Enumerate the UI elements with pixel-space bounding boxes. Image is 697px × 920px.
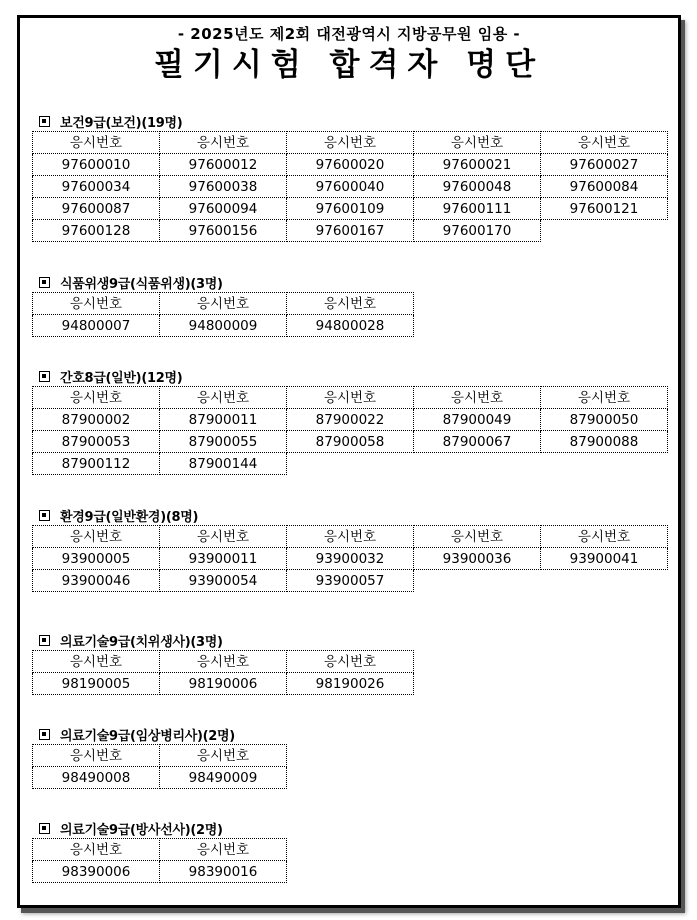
exam-number-cell: 97600128	[33, 220, 160, 242]
exam-number-cell: 97600167	[287, 220, 414, 242]
table-row	[33, 570, 668, 592]
section-1	[32, 111, 668, 242]
column-header: 응시번호	[287, 293, 414, 315]
section-3	[32, 366, 668, 475]
section-heading	[39, 630, 414, 650]
column-header: 응시번호	[287, 651, 414, 673]
square-bullet-icon	[39, 823, 50, 834]
table-row	[33, 861, 287, 883]
empty-cell	[541, 570, 668, 592]
table-row	[33, 154, 668, 176]
table-header-row	[33, 293, 414, 315]
exam-number-cell: 98190026	[287, 673, 414, 695]
document-subtitle: - 2025년도 제2회 대전광역시 지방공무원 임용 -	[177, 25, 521, 43]
column-header: 응시번호	[287, 387, 414, 409]
exam-number-cell: 97600040	[287, 176, 414, 198]
table-row	[33, 431, 668, 453]
exam-number-cell: 98190006	[160, 673, 287, 695]
column-header: 응시번호	[414, 132, 541, 154]
square-bullet-icon	[39, 371, 50, 382]
exam-number-cell: 98190005	[33, 673, 160, 695]
exam-number-cell: 94800007	[33, 315, 160, 337]
candidate-table	[32, 838, 287, 883]
column-header: 응시번호	[541, 526, 668, 548]
column-header: 응시번호	[33, 651, 160, 673]
section-2	[32, 272, 414, 337]
column-header: 응시번호	[33, 745, 160, 767]
square-bullet-icon	[39, 116, 50, 127]
exam-number-cell: 87900022	[287, 409, 414, 431]
column-header: 응시번호	[33, 839, 160, 861]
candidate-table	[32, 292, 414, 337]
column-header: 응시번호	[541, 132, 668, 154]
table-row	[33, 220, 668, 242]
empty-cell	[414, 453, 541, 475]
section-title: 환경9급(일반환경)(8명)	[60, 509, 199, 525]
section-heading	[39, 724, 287, 744]
column-header: 응시번호	[160, 526, 287, 548]
section-heading	[39, 111, 668, 131]
column-header: 응시번호	[414, 387, 541, 409]
table-header-row	[33, 526, 668, 548]
column-header: 응시번호	[33, 526, 160, 548]
exam-number-cell: 87900055	[160, 431, 287, 453]
column-header: 응시번호	[160, 651, 287, 673]
exam-number-cell: 98490009	[160, 767, 287, 789]
exam-number-cell: 93900046	[33, 570, 160, 592]
section-6	[32, 724, 287, 789]
exam-number-cell: 87900011	[160, 409, 287, 431]
exam-number-cell: 97600034	[33, 176, 160, 198]
column-header: 응시번호	[33, 132, 160, 154]
empty-cell	[541, 220, 668, 242]
exam-number-cell: 97600170	[414, 220, 541, 242]
section-title: 의료기술9급(치위생사)(3명)	[60, 634, 223, 650]
exam-number-cell: 97600109	[287, 198, 414, 220]
candidate-table	[32, 131, 668, 242]
column-header: 응시번호	[160, 745, 287, 767]
column-header: 응시번호	[33, 293, 160, 315]
empty-cell	[541, 453, 668, 475]
table-header-row	[33, 387, 668, 409]
exam-number-cell: 97600012	[160, 154, 287, 176]
exam-number-cell: 98390016	[160, 861, 287, 883]
section-title: 보건9급(보건)(19명)	[60, 115, 183, 131]
table-row	[33, 453, 668, 475]
exam-number-cell: 93900036	[414, 548, 541, 570]
exam-number-cell: 97600021	[414, 154, 541, 176]
square-bullet-icon	[39, 635, 50, 646]
table-header-row	[33, 839, 287, 861]
candidate-table	[32, 650, 414, 695]
section-heading	[39, 818, 287, 838]
exam-number-cell: 97600121	[541, 198, 668, 220]
table-row	[33, 176, 668, 198]
empty-cell	[414, 570, 541, 592]
exam-number-cell: 87900058	[287, 431, 414, 453]
column-header: 응시번호	[541, 387, 668, 409]
square-bullet-icon	[39, 277, 50, 288]
table-row	[33, 548, 668, 570]
exam-number-cell: 98390006	[33, 861, 160, 883]
exam-number-cell: 87900002	[33, 409, 160, 431]
exam-number-cell: 93900011	[160, 548, 287, 570]
column-header: 응시번호	[414, 526, 541, 548]
table-header-row	[33, 745, 287, 767]
section-title: 간호8급(일반)(12명)	[60, 370, 183, 386]
table-header-row	[33, 132, 668, 154]
section-title: 의료기술9급(임상병리사)(2명)	[60, 728, 235, 744]
exam-number-cell: 97600087	[33, 198, 160, 220]
section-4	[32, 505, 668, 592]
exam-number-cell: 94800009	[160, 315, 287, 337]
exam-number-cell: 93900005	[33, 548, 160, 570]
column-header: 응시번호	[160, 293, 287, 315]
column-header: 응시번호	[287, 526, 414, 548]
exam-number-cell: 87900088	[541, 431, 668, 453]
section-title: 식품위생9급(식품위생)(3명)	[60, 276, 223, 292]
column-header: 응시번호	[287, 132, 414, 154]
exam-number-cell: 98490008	[33, 767, 160, 789]
table-header-row	[33, 651, 414, 673]
column-header: 응시번호	[160, 839, 287, 861]
candidate-table	[32, 744, 287, 789]
column-header: 응시번호	[160, 132, 287, 154]
table-row	[33, 673, 414, 695]
table-row	[33, 767, 287, 789]
exam-number-cell: 97600156	[160, 220, 287, 242]
exam-number-cell: 93900032	[287, 548, 414, 570]
document-title: 필기시험 합격자 명단	[153, 47, 545, 83]
exam-number-cell: 87900050	[541, 409, 668, 431]
exam-number-cell: 97600038	[160, 176, 287, 198]
empty-cell	[287, 453, 414, 475]
section-7	[32, 818, 287, 883]
exam-number-cell: 94800028	[287, 315, 414, 337]
exam-number-cell: 93900057	[287, 570, 414, 592]
exam-number-cell: 97600094	[160, 198, 287, 220]
square-bullet-icon	[39, 729, 50, 740]
column-header: 응시번호	[33, 387, 160, 409]
exam-number-cell: 87900067	[414, 431, 541, 453]
table-row	[33, 198, 668, 220]
column-header: 응시번호	[160, 387, 287, 409]
exam-number-cell: 97600027	[541, 154, 668, 176]
exam-number-cell: 87900053	[33, 431, 160, 453]
exam-number-cell: 97600111	[414, 198, 541, 220]
section-heading	[39, 505, 668, 525]
table-row	[33, 315, 414, 337]
exam-number-cell: 97600084	[541, 176, 668, 198]
section-heading	[39, 272, 414, 292]
section-title: 의료기술9급(방사선사)(2명)	[60, 822, 223, 838]
section-5	[32, 630, 414, 695]
exam-number-cell: 87900144	[160, 453, 287, 475]
exam-number-cell: 93900041	[541, 548, 668, 570]
document-frame	[17, 15, 681, 908]
square-bullet-icon	[39, 510, 50, 521]
exam-number-cell: 93900054	[160, 570, 287, 592]
exam-number-cell: 97600048	[414, 176, 541, 198]
exam-number-cell: 97600020	[287, 154, 414, 176]
candidate-table	[32, 386, 668, 475]
exam-number-cell: 87900049	[414, 409, 541, 431]
table-row	[33, 409, 668, 431]
exam-number-cell: 97600010	[33, 154, 160, 176]
candidate-table	[32, 525, 668, 592]
section-heading	[39, 366, 668, 386]
exam-number-cell: 87900112	[33, 453, 160, 475]
